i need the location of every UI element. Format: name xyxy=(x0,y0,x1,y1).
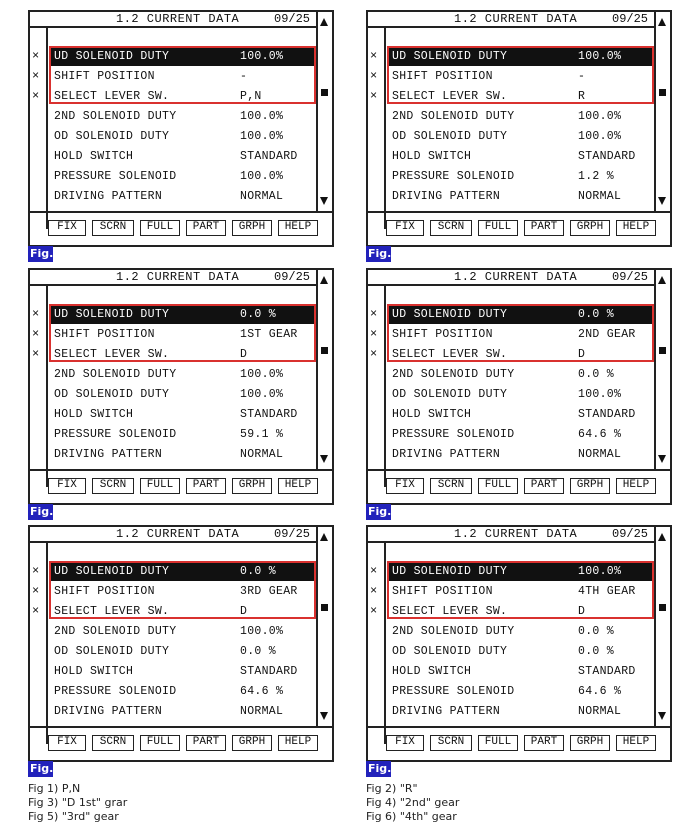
figure-label: Fig.5 xyxy=(30,762,61,775)
parameter-name: SELECT LEVER SW. xyxy=(392,605,508,618)
data-row[interactable] xyxy=(388,703,654,721)
figure-panel xyxy=(366,10,672,264)
scanner-screen xyxy=(28,10,334,247)
scroll-up-arrow-icon[interactable] xyxy=(658,533,666,541)
parameter-value: 0.0 % xyxy=(578,368,615,381)
data-row[interactable] xyxy=(388,148,654,166)
data-row[interactable] xyxy=(50,366,316,384)
function-key-bar xyxy=(30,211,332,245)
fixed-mark-icon: × xyxy=(32,327,40,341)
fixed-mark-icon: × xyxy=(32,307,40,321)
figure-panel xyxy=(28,268,334,522)
function-button-4[interactable]: GRPH xyxy=(570,478,610,494)
highlight-box xyxy=(387,304,654,362)
page-indicator: 09/25 xyxy=(274,12,311,26)
function-button-0[interactable]: FIX xyxy=(386,478,424,494)
caption-fig3: Fig 3) "D 1st" grar xyxy=(28,796,128,809)
data-row[interactable] xyxy=(388,366,654,384)
fixed-mark-icon: × xyxy=(370,89,378,103)
parameter-value: 100.0% xyxy=(240,50,284,63)
data-row[interactable] xyxy=(388,168,654,186)
parameter-value: STANDARD xyxy=(240,665,298,678)
title-bar xyxy=(30,527,318,543)
data-row[interactable] xyxy=(50,446,316,464)
parameter-name: DRIVING PATTERN xyxy=(392,705,501,718)
function-key-bar xyxy=(30,726,332,760)
function-button-1[interactable]: SCRN xyxy=(92,478,134,494)
function-button-4[interactable]: GRPH xyxy=(570,735,610,751)
function-button-2[interactable]: FULL xyxy=(478,220,518,236)
screen-title: 1.2 CURRENT DATA xyxy=(454,527,578,541)
data-row[interactable] xyxy=(50,623,316,641)
parameter-name: HOLD SWITCH xyxy=(54,665,134,678)
caption-fig4: Fig 4) "2nd" gear xyxy=(366,796,460,809)
parameter-name: OD SOLENOID DUTY xyxy=(54,130,170,143)
scroll-down-arrow-icon[interactable] xyxy=(658,197,666,205)
function-button-0[interactable]: FIX xyxy=(48,735,86,751)
function-button-1[interactable]: SCRN xyxy=(92,735,134,751)
scroll-down-arrow-icon[interactable] xyxy=(320,455,328,463)
parameter-name: SELECT LEVER SW. xyxy=(392,90,508,103)
parameter-name: OD SOLENOID DUTY xyxy=(392,388,508,401)
parameter-name: SELECT LEVER SW. xyxy=(392,348,508,361)
screen-title: 1.2 CURRENT DATA xyxy=(116,12,240,26)
scroll-down-arrow-icon[interactable] xyxy=(658,455,666,463)
figure-label: Fig.2 xyxy=(368,247,399,260)
title-bar xyxy=(368,12,656,28)
scanner-screen xyxy=(28,525,334,762)
function-button-1[interactable]: SCRN xyxy=(92,220,134,236)
parameter-value: STANDARD xyxy=(578,665,636,678)
data-row[interactable] xyxy=(388,108,654,126)
highlight-box xyxy=(387,561,654,619)
parameter-value: P,N xyxy=(240,90,262,103)
caption-fig5: Fig 5) "3rd" gear xyxy=(28,810,119,823)
screen-title: 1.2 CURRENT DATA xyxy=(454,270,578,284)
function-button-0[interactable]: FIX xyxy=(48,220,86,236)
function-button-3[interactable]: PART xyxy=(186,478,226,494)
parameter-value: D xyxy=(578,348,586,361)
data-row[interactable] xyxy=(50,386,316,404)
parameter-name: OD SOLENOID DUTY xyxy=(392,130,508,143)
fixed-mark-icon: × xyxy=(370,604,378,618)
fixed-mark-icon: × xyxy=(370,49,378,63)
parameter-name: HOLD SWITCH xyxy=(392,408,472,421)
highlight-box xyxy=(49,304,316,362)
figure-label: Fig.6 xyxy=(368,762,399,775)
parameter-value: - xyxy=(578,70,586,83)
scroll-thumb[interactable] xyxy=(321,347,328,354)
fixed-mark-icon: × xyxy=(32,564,40,578)
parameter-value: 1.2 % xyxy=(578,170,615,183)
parameter-name: HOLD SWITCH xyxy=(392,665,472,678)
fixed-mark-icon: × xyxy=(32,604,40,618)
caption-fig1: Fig 1) P,N xyxy=(28,782,81,795)
function-button-3[interactable]: PART xyxy=(524,478,564,494)
parameter-value: 0.0 % xyxy=(578,645,615,658)
parameter-name: DRIVING PATTERN xyxy=(54,448,163,461)
parameter-name: UD SOLENOID DUTY xyxy=(54,565,170,578)
data-row[interactable] xyxy=(388,426,654,444)
fixed-mark-icon: × xyxy=(370,584,378,598)
parameter-name: 2ND SOLENOID DUTY xyxy=(392,625,515,638)
page-indicator: 09/25 xyxy=(274,527,311,541)
parameter-value: 100.0% xyxy=(578,130,622,143)
function-button-2[interactable]: FULL xyxy=(140,220,180,236)
title-bar xyxy=(368,527,656,543)
title-bar xyxy=(368,270,656,286)
parameter-value: 100.0% xyxy=(240,110,284,123)
data-row[interactable] xyxy=(50,643,316,661)
function-button-4[interactable]: GRPH xyxy=(232,735,272,751)
scroll-up-arrow-icon[interactable] xyxy=(320,18,328,26)
page-indicator: 09/25 xyxy=(612,12,649,26)
parameter-value: 0.0 % xyxy=(240,308,277,321)
scroll-up-arrow-icon[interactable] xyxy=(320,533,328,541)
function-key-bar xyxy=(30,469,332,503)
parameter-name: PRESSURE SOLENOID xyxy=(392,170,515,183)
parameter-name: SHIFT POSITION xyxy=(392,585,493,598)
parameter-name: UD SOLENOID DUTY xyxy=(54,50,170,63)
scroll-up-arrow-icon[interactable] xyxy=(658,276,666,284)
screen-title: 1.2 CURRENT DATA xyxy=(454,12,578,26)
parameter-value: D xyxy=(240,348,248,361)
function-button-5[interactable]: HELP xyxy=(278,220,318,236)
scroll-down-arrow-icon[interactable] xyxy=(658,712,666,720)
data-row[interactable] xyxy=(388,446,654,464)
data-row[interactable] xyxy=(388,406,654,424)
data-row[interactable] xyxy=(50,108,316,126)
parameter-value: 64.6 % xyxy=(578,428,622,441)
parameter-name: DRIVING PATTERN xyxy=(392,190,501,203)
data-row[interactable] xyxy=(388,386,654,404)
parameter-name: PRESSURE SOLENOID xyxy=(392,428,515,441)
function-button-0[interactable]: FIX xyxy=(48,478,86,494)
data-row[interactable] xyxy=(50,168,316,186)
parameter-value: 1ST GEAR xyxy=(240,328,298,341)
scanner-screen xyxy=(366,10,672,247)
parameter-name: PRESSURE SOLENOID xyxy=(392,685,515,698)
parameter-value: 4TH GEAR xyxy=(578,585,636,598)
figure-label: Fig.3 xyxy=(30,505,61,518)
function-button-5[interactable]: HELP xyxy=(278,478,318,494)
scroll-down-arrow-icon[interactable] xyxy=(320,197,328,205)
scrollbar[interactable] xyxy=(316,270,332,469)
scrollbar[interactable] xyxy=(654,527,670,726)
parameter-name: UD SOLENOID DUTY xyxy=(54,308,170,321)
function-button-3[interactable]: PART xyxy=(186,220,226,236)
parameter-value: 100.0% xyxy=(240,170,284,183)
data-row[interactable] xyxy=(50,148,316,166)
parameter-value: STANDARD xyxy=(240,150,298,163)
parameter-value: 0.0 % xyxy=(240,565,277,578)
figure-panel xyxy=(366,525,672,779)
parameter-name: SHIFT POSITION xyxy=(54,585,155,598)
parameter-name: PRESSURE SOLENOID xyxy=(54,170,177,183)
title-bar xyxy=(30,12,318,28)
scroll-thumb[interactable] xyxy=(659,347,666,354)
data-row[interactable] xyxy=(388,128,654,146)
fixed-mark-icon: × xyxy=(370,347,378,361)
scanner-screen xyxy=(28,268,334,505)
fixed-mark-icon: × xyxy=(32,69,40,83)
function-button-5[interactable]: HELP xyxy=(616,220,656,236)
function-button-2[interactable]: FULL xyxy=(478,478,518,494)
scanner-screen xyxy=(366,268,672,505)
function-button-3[interactable]: PART xyxy=(524,735,564,751)
scroll-up-arrow-icon[interactable] xyxy=(658,18,666,26)
function-button-5[interactable]: HELP xyxy=(278,735,318,751)
parameter-value: 0.0 % xyxy=(240,645,277,658)
scroll-down-arrow-icon[interactable] xyxy=(320,712,328,720)
parameter-value: 59.1 % xyxy=(240,428,284,441)
parameter-name: UD SOLENOID DUTY xyxy=(392,565,508,578)
fixed-mark-icon: × xyxy=(32,89,40,103)
parameter-name: SHIFT POSITION xyxy=(392,328,493,341)
data-row[interactable] xyxy=(50,663,316,681)
parameter-name: 2ND SOLENOID DUTY xyxy=(54,110,177,123)
parameter-value: NORMAL xyxy=(578,705,622,718)
parameter-name: HOLD SWITCH xyxy=(54,150,134,163)
parameter-value: STANDARD xyxy=(578,408,636,421)
parameter-value: 100.0% xyxy=(240,130,284,143)
parameter-value: 100.0% xyxy=(240,625,284,638)
highlight-box xyxy=(387,46,654,104)
parameter-name: SELECT LEVER SW. xyxy=(54,90,170,103)
fixed-mark-icon: × xyxy=(370,307,378,321)
scrollbar[interactable] xyxy=(654,12,670,211)
parameter-name: 2ND SOLENOID DUTY xyxy=(54,625,177,638)
fixed-mark-icon: × xyxy=(32,49,40,63)
parameter-name: SHIFT POSITION xyxy=(392,70,493,83)
parameter-name: UD SOLENOID DUTY xyxy=(392,308,508,321)
function-button-4[interactable]: GRPH xyxy=(570,220,610,236)
function-button-3[interactable]: PART xyxy=(186,735,226,751)
fixed-mark-icon: × xyxy=(370,327,378,341)
parameter-value: NORMAL xyxy=(240,190,284,203)
data-row[interactable] xyxy=(50,128,316,146)
fixed-mark-icon: × xyxy=(32,347,40,361)
parameter-name: SHIFT POSITION xyxy=(54,70,155,83)
parameter-value: NORMAL xyxy=(240,705,284,718)
scroll-up-arrow-icon[interactable] xyxy=(320,276,328,284)
function-button-2[interactable]: FULL xyxy=(140,735,180,751)
parameter-name: PRESSURE SOLENOID xyxy=(54,685,177,698)
function-button-1[interactable]: SCRN xyxy=(430,735,472,751)
parameter-value: 100.0% xyxy=(578,565,622,578)
parameter-value: NORMAL xyxy=(578,448,622,461)
fixed-mark-icon: × xyxy=(370,69,378,83)
figure-panel xyxy=(28,10,334,264)
figure-panel xyxy=(366,268,672,522)
parameter-value: - xyxy=(240,70,248,83)
function-button-2[interactable]: FULL xyxy=(140,478,180,494)
parameter-name: SHIFT POSITION xyxy=(54,328,155,341)
function-key-bar xyxy=(368,211,670,245)
title-bar xyxy=(30,270,318,286)
parameter-name: 2ND SOLENOID DUTY xyxy=(54,368,177,381)
fixed-mark-icon: × xyxy=(370,564,378,578)
parameter-name: HOLD SWITCH xyxy=(54,408,134,421)
parameter-name: 2ND SOLENOID DUTY xyxy=(392,368,515,381)
scroll-thumb[interactable] xyxy=(321,604,328,611)
highlight-box xyxy=(49,46,316,104)
caption-fig6: Fig 6) "4th" gear xyxy=(366,810,457,823)
parameter-value: 100.0% xyxy=(240,388,284,401)
parameter-name: DRIVING PATTERN xyxy=(54,190,163,203)
screen-title: 1.2 CURRENT DATA xyxy=(116,270,240,284)
parameter-value: 0.0 % xyxy=(578,625,615,638)
function-button-4[interactable]: GRPH xyxy=(232,478,272,494)
function-key-bar xyxy=(368,469,670,503)
caption-fig2: Fig 2) "R" xyxy=(366,782,418,795)
function-button-4[interactable]: GRPH xyxy=(232,220,272,236)
function-button-3[interactable]: PART xyxy=(524,220,564,236)
parameter-value: 64.6 % xyxy=(578,685,622,698)
parameter-value: 100.0% xyxy=(240,368,284,381)
parameter-name: DRIVING PATTERN xyxy=(54,705,163,718)
figure-label: Fig.4 xyxy=(368,505,399,518)
parameter-value: 100.0% xyxy=(578,50,622,63)
function-key-bar xyxy=(368,726,670,760)
function-button-5[interactable]: HELP xyxy=(616,735,656,751)
data-row[interactable] xyxy=(50,426,316,444)
data-row[interactable] xyxy=(388,643,654,661)
scroll-thumb[interactable] xyxy=(659,89,666,96)
page-indicator: 09/25 xyxy=(612,270,649,284)
data-row[interactable] xyxy=(388,623,654,641)
parameter-value: 3RD GEAR xyxy=(240,585,298,598)
highlight-box xyxy=(49,561,316,619)
parameter-value: STANDARD xyxy=(578,150,636,163)
data-row[interactable] xyxy=(388,663,654,681)
function-button-5[interactable]: HELP xyxy=(616,478,656,494)
figure-panel xyxy=(28,525,334,779)
page-indicator: 09/25 xyxy=(612,527,649,541)
parameter-value: 100.0% xyxy=(578,110,622,123)
parameter-name: PRESSURE SOLENOID xyxy=(54,428,177,441)
parameter-name: HOLD SWITCH xyxy=(392,150,472,163)
parameter-value: D xyxy=(240,605,248,618)
parameter-name: 2ND SOLENOID DUTY xyxy=(392,110,515,123)
parameter-name: OD SOLENOID DUTY xyxy=(54,388,170,401)
function-button-2[interactable]: FULL xyxy=(478,735,518,751)
parameter-value: 64.6 % xyxy=(240,685,284,698)
parameter-value: D xyxy=(578,605,586,618)
parameter-name: UD SOLENOID DUTY xyxy=(392,50,508,63)
parameter-name: OD SOLENOID DUTY xyxy=(54,645,170,658)
page-indicator: 09/25 xyxy=(274,270,311,284)
function-button-0[interactable]: FIX xyxy=(386,220,424,236)
figure-label: Fig.1 xyxy=(30,247,61,260)
fixed-mark-icon: × xyxy=(32,584,40,598)
function-button-1[interactable]: SCRN xyxy=(430,478,472,494)
parameter-value: R xyxy=(578,90,586,103)
parameter-value: NORMAL xyxy=(240,448,284,461)
function-button-0[interactable]: FIX xyxy=(386,735,424,751)
scrollbar[interactable] xyxy=(316,527,332,726)
parameter-name: SELECT LEVER SW. xyxy=(54,605,170,618)
parameter-value: 0.0 % xyxy=(578,308,615,321)
data-row[interactable] xyxy=(388,188,654,206)
scrollbar[interactable] xyxy=(316,12,332,211)
data-row[interactable] xyxy=(50,406,316,424)
data-row[interactable] xyxy=(50,703,316,721)
screen-title: 1.2 CURRENT DATA xyxy=(116,527,240,541)
data-row[interactable] xyxy=(388,683,654,701)
scanner-screen xyxy=(366,525,672,762)
parameter-name: DRIVING PATTERN xyxy=(392,448,501,461)
parameter-value: NORMAL xyxy=(578,190,622,203)
parameter-value: STANDARD xyxy=(240,408,298,421)
scroll-thumb[interactable] xyxy=(321,89,328,96)
function-button-1[interactable]: SCRN xyxy=(430,220,472,236)
parameter-value: 2ND GEAR xyxy=(578,328,636,341)
scrollbar[interactable] xyxy=(654,270,670,469)
scroll-thumb[interactable] xyxy=(659,604,666,611)
parameter-value: 100.0% xyxy=(578,388,622,401)
data-row[interactable] xyxy=(50,683,316,701)
parameter-name: SELECT LEVER SW. xyxy=(54,348,170,361)
parameter-name: OD SOLENOID DUTY xyxy=(392,645,508,658)
data-row[interactable] xyxy=(50,188,316,206)
